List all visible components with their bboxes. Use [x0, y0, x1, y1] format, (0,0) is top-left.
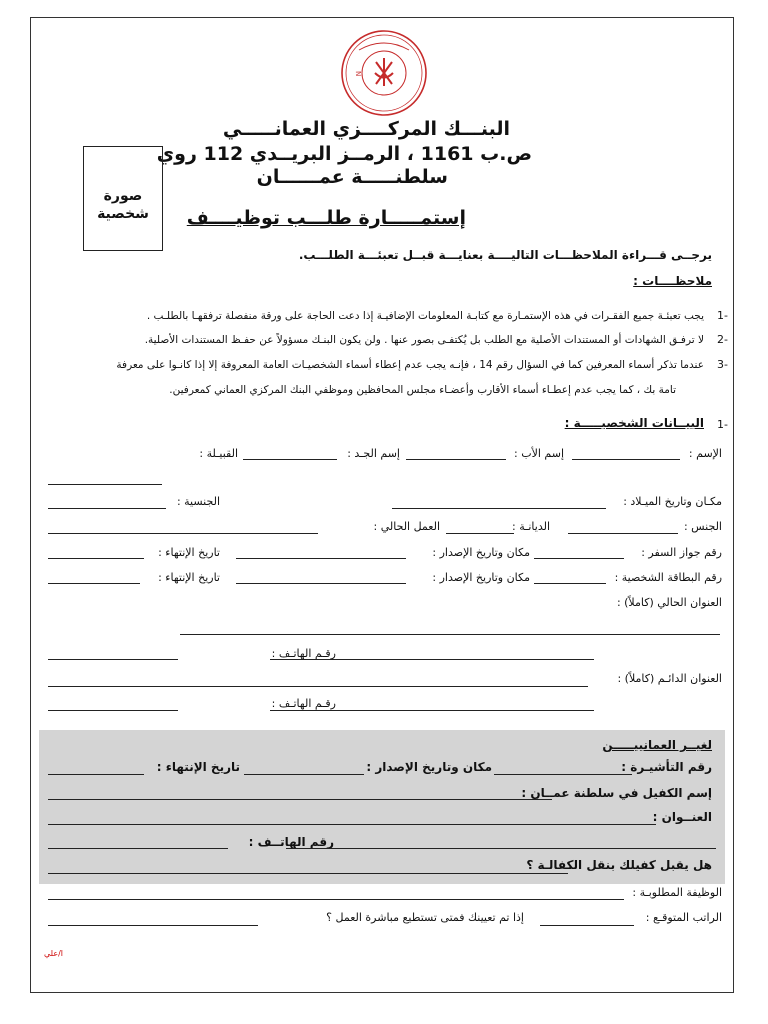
id-expiry-label: تاريخ الإنتهاء : [158, 571, 220, 584]
passport-expiry-label: تاريخ الإنتهاء : [158, 546, 220, 559]
nonomani-phone-field-b[interactable] [48, 848, 228, 849]
photo-box [83, 146, 163, 251]
name-label: الإسم : [688, 447, 722, 460]
start-field[interactable] [48, 925, 258, 926]
sponsor-field[interactable] [48, 799, 552, 800]
section-1-num: -1 [717, 418, 728, 431]
sex-field[interactable] [568, 533, 678, 534]
po-box: ص.ب 1161 ، الرمــز البريــدي 112 روي [156, 143, 532, 165]
logo-text: N [353, 70, 363, 78]
country: سلطنـــــة عمــــــان [256, 166, 448, 188]
phone2-field-b[interactable] [48, 710, 178, 711]
id-card-label: رقم البطاقة الشخصية : [614, 571, 722, 584]
nonomani-phone-field-a[interactable] [286, 848, 716, 849]
id-issue-label: مكان وتاريخ الإصدار : [432, 571, 530, 584]
position-label: الوظيفة المطلوبـة : [632, 886, 722, 899]
note-2-num: -2 [717, 333, 728, 346]
phone2-label: رقـم الهاتـف : [271, 697, 336, 710]
visa-expiry-field[interactable] [48, 774, 144, 775]
note-3a: عندما تذكر أسماء المعرفين كما في السؤال رقم 14 ، فإنـه يجب عدم إعطاء أسماء الشخصيـات العامة المعروفة إلا إذا كانـوا على معرفة [116, 359, 704, 371]
id-issue-field[interactable] [236, 583, 406, 584]
section-1-title: البيــانات الشخصيـــــة : [564, 416, 704, 430]
name-field[interactable] [572, 459, 680, 460]
nonomani-address-label: العنــوان : [652, 810, 712, 824]
notes-heading: ملاحظــــات : [633, 274, 712, 288]
position-field[interactable] [48, 899, 624, 900]
form-title: إستمـــــارة طلـــب توظيــــف [186, 207, 466, 229]
phone1-label: رقـم الهاتـف : [271, 647, 336, 660]
id-card-field[interactable] [534, 583, 606, 584]
nationality-field[interactable] [48, 508, 166, 509]
passport-label: رقم جواز السفر : [641, 546, 722, 559]
birth-label: مكـان وتاريخ الميـلاد : [623, 495, 722, 508]
passport-expiry-field[interactable] [48, 558, 144, 559]
current-address-label: العنوان الحالي (كاملاً) : [616, 596, 722, 609]
passport-field[interactable] [534, 558, 624, 559]
father-label: إسم الأب : [514, 447, 564, 460]
note-1: يجب تعبئـة جميع الفقـرات في هذه الإستمـارة مع كتابـة المعلومات الإضافيـة إذا دعت الحاجة على ورقة منفصلة ترفقهـا بالطلـب . [146, 310, 704, 322]
current-address-field[interactable] [180, 634, 720, 635]
photo-label-1: صورة [103, 188, 143, 204]
phone1-field-a[interactable] [270, 659, 594, 660]
visa-issue-field[interactable] [244, 774, 364, 775]
note-3-num: -3 [717, 358, 728, 371]
nationality-label: الجنسية : [176, 495, 220, 508]
transfer-question: هل يقبل كفيلك بنقل الكفالـة ؟ [526, 858, 712, 872]
visa-issue-label: مكان وتاريخ الإصدار : [366, 760, 492, 774]
transfer-field[interactable] [48, 873, 568, 874]
note-1-num: -1 [717, 309, 728, 322]
sex-label: الجنس : [683, 520, 722, 533]
grandfather-field[interactable] [243, 459, 337, 460]
grandfather-label: إسم الجـد : [347, 447, 400, 460]
passport-issue-label: مكان وتاريخ الإصدار : [432, 546, 530, 559]
permanent-address-field[interactable] [48, 686, 588, 687]
birth-field[interactable] [392, 508, 606, 509]
sponsor-label: إسم الكفيل في سلطنة عمــان : [521, 786, 712, 800]
non-omani-heading: لغيــر العمانييـــــن [602, 738, 712, 752]
photo-label-2: شخصية [97, 206, 149, 222]
phone2-field-a[interactable] [270, 710, 594, 711]
tribe-label: القبيـلة : [199, 447, 238, 460]
intro-text: يرجــى قـــراءة الملاحظـــات التاليــــة بعنايـــة قبــل تعبئـــة الطلـــب. [298, 248, 712, 262]
footer-initials: ا/علي [44, 949, 64, 958]
bank-logo [339, 28, 429, 118]
nonomani-phone-label: رقم الهاتــف : [248, 835, 334, 849]
current-job-label: العمل الحالي : [373, 520, 440, 533]
visa-expiry-label: تاريخ الإنتهاء : [156, 760, 240, 774]
visa-label: رقم التأشيـرة : [621, 760, 712, 774]
current-job-field[interactable] [48, 533, 318, 534]
tribe-field[interactable] [48, 484, 162, 485]
religion-label: الديانـة : [512, 520, 550, 533]
visa-field[interactable] [494, 774, 632, 775]
father-field[interactable] [406, 459, 506, 460]
religion-field[interactable] [446, 533, 514, 534]
phone1-field-b[interactable] [48, 659, 178, 660]
permanent-address-label: العنوان الدائـم (كاملاً) : [617, 672, 722, 685]
note-2: لا ترفـق الشهادات أو المستندات الأصلية مع الطلب بل يُكتفـى بصور عنها . ولن يكون البنـك مسؤولاً عن حفـظ المستندات الأصلية. [144, 334, 704, 346]
salary-field[interactable] [540, 925, 634, 926]
start-label: إذا تم تعيينك فمتى تستطيع مباشرة العمل ؟ [326, 911, 524, 924]
nonomani-address-field[interactable] [48, 824, 656, 825]
passport-issue-field[interactable] [236, 558, 406, 559]
salary-label: الراتب المتوقـع : [645, 911, 722, 924]
note-3b: تامة بك ، كما يجب عدم إعطـاء أسماء الأقارب وأعضـاء مجلس المحافظين وموظفي البنك المركزي العماني كمعرفين. [169, 384, 676, 396]
id-expiry-field[interactable] [48, 583, 140, 584]
bank-name: البنـــك المركــــزي العمانـــــي [222, 118, 510, 140]
